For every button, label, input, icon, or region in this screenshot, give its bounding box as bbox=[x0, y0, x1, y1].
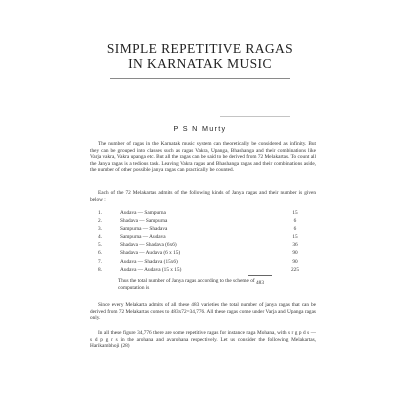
total-value: 483 bbox=[256, 280, 264, 286]
list-item bbox=[90, 218, 316, 226]
item-value: 6 bbox=[293, 226, 297, 233]
item-value: 90 bbox=[292, 250, 298, 257]
sum-rule bbox=[248, 275, 272, 276]
item-number: 5. bbox=[98, 242, 102, 249]
paragraph-repetitive: In all these figure 34,776 there are some repetitive ragas for instance raga Mohana, with s r g p d s — s d p g r s in the arohana and avarohana respectively. Let us consider the following Melakartas, Harikambhoji (28) bbox=[90, 330, 316, 348]
item-value: 15 bbox=[292, 234, 298, 241]
list-item bbox=[90, 259, 316, 267]
item-text: Audava — Audava (15 x 15) bbox=[120, 266, 182, 273]
item-text: Shadava — Audava (6 x 15) bbox=[120, 250, 181, 257]
item-number: 8. bbox=[98, 266, 102, 273]
title-rule bbox=[110, 78, 290, 79]
list-item bbox=[90, 210, 316, 218]
list-item bbox=[90, 267, 316, 275]
item-text: Audava — Shadava (15x6) bbox=[120, 258, 178, 265]
author-rule bbox=[220, 116, 290, 117]
total-text: Thus the total number of Janya ragas according to the scheme of computation is bbox=[118, 278, 255, 291]
item-number: 7. bbox=[98, 258, 102, 265]
item-number: 6. bbox=[98, 250, 102, 257]
item-number: 4. bbox=[98, 234, 102, 241]
item-text: Shadava — Shadava (6x6) bbox=[120, 242, 177, 249]
list-item bbox=[90, 250, 316, 258]
janya-raga-list bbox=[90, 210, 316, 275]
paper-title bbox=[60, 41, 340, 71]
paragraph-list-intro: Each of the 72 Melakartas admits of the following kinds of Janya ragas and their number is given below : bbox=[90, 190, 316, 203]
title-line-2: IN KARNATAK MUSIC bbox=[128, 56, 272, 71]
item-value: 6 bbox=[293, 218, 297, 225]
author-name: P S N Murty bbox=[173, 124, 227, 133]
item-value: 36 bbox=[292, 242, 298, 249]
item-text: Audava — Sampurna bbox=[120, 210, 166, 216]
list-item bbox=[90, 226, 316, 234]
title-line-1: SIMPLE REPETITIVE RAGAS bbox=[106, 41, 294, 56]
item-number: 2. bbox=[98, 218, 102, 225]
item-value: 90 bbox=[292, 258, 298, 265]
item-text: Sampurna — Audava bbox=[120, 234, 166, 241]
item-number: 3. bbox=[98, 226, 102, 233]
item-value: 225 bbox=[291, 266, 299, 273]
item-value: 15 bbox=[292, 210, 298, 216]
item-number: 1. bbox=[98, 210, 102, 216]
paragraph-total: Since every Melakarta admits of all these 483 varieties the total number of janya ragas that can be derived from 72 Melakartas comes to 483x72=34,776. All these ragas come under Varja and Upanga ragas only. bbox=[90, 302, 316, 321]
paragraph-intro: The number of ragas in the Karnatak music system can theoretically be considered as infinity. But they can be grouped into classes such as ragas Vakra, Upanga, Bhashanga and their combinations like Varja vakra, Vakra upanga etc. But all the ragas can be said to be derived from 72 Melakartas. To count all the Janya ragas is a tedious task. Leaving Vakra ragas and Bhashanga ragas and their combinations aside, the number of other possible janya ragas can practically be counted. bbox=[90, 141, 316, 173]
item-text: Sampurna — Shadava bbox=[120, 226, 168, 233]
item-text: Shadava — Sampurna bbox=[120, 218, 168, 225]
